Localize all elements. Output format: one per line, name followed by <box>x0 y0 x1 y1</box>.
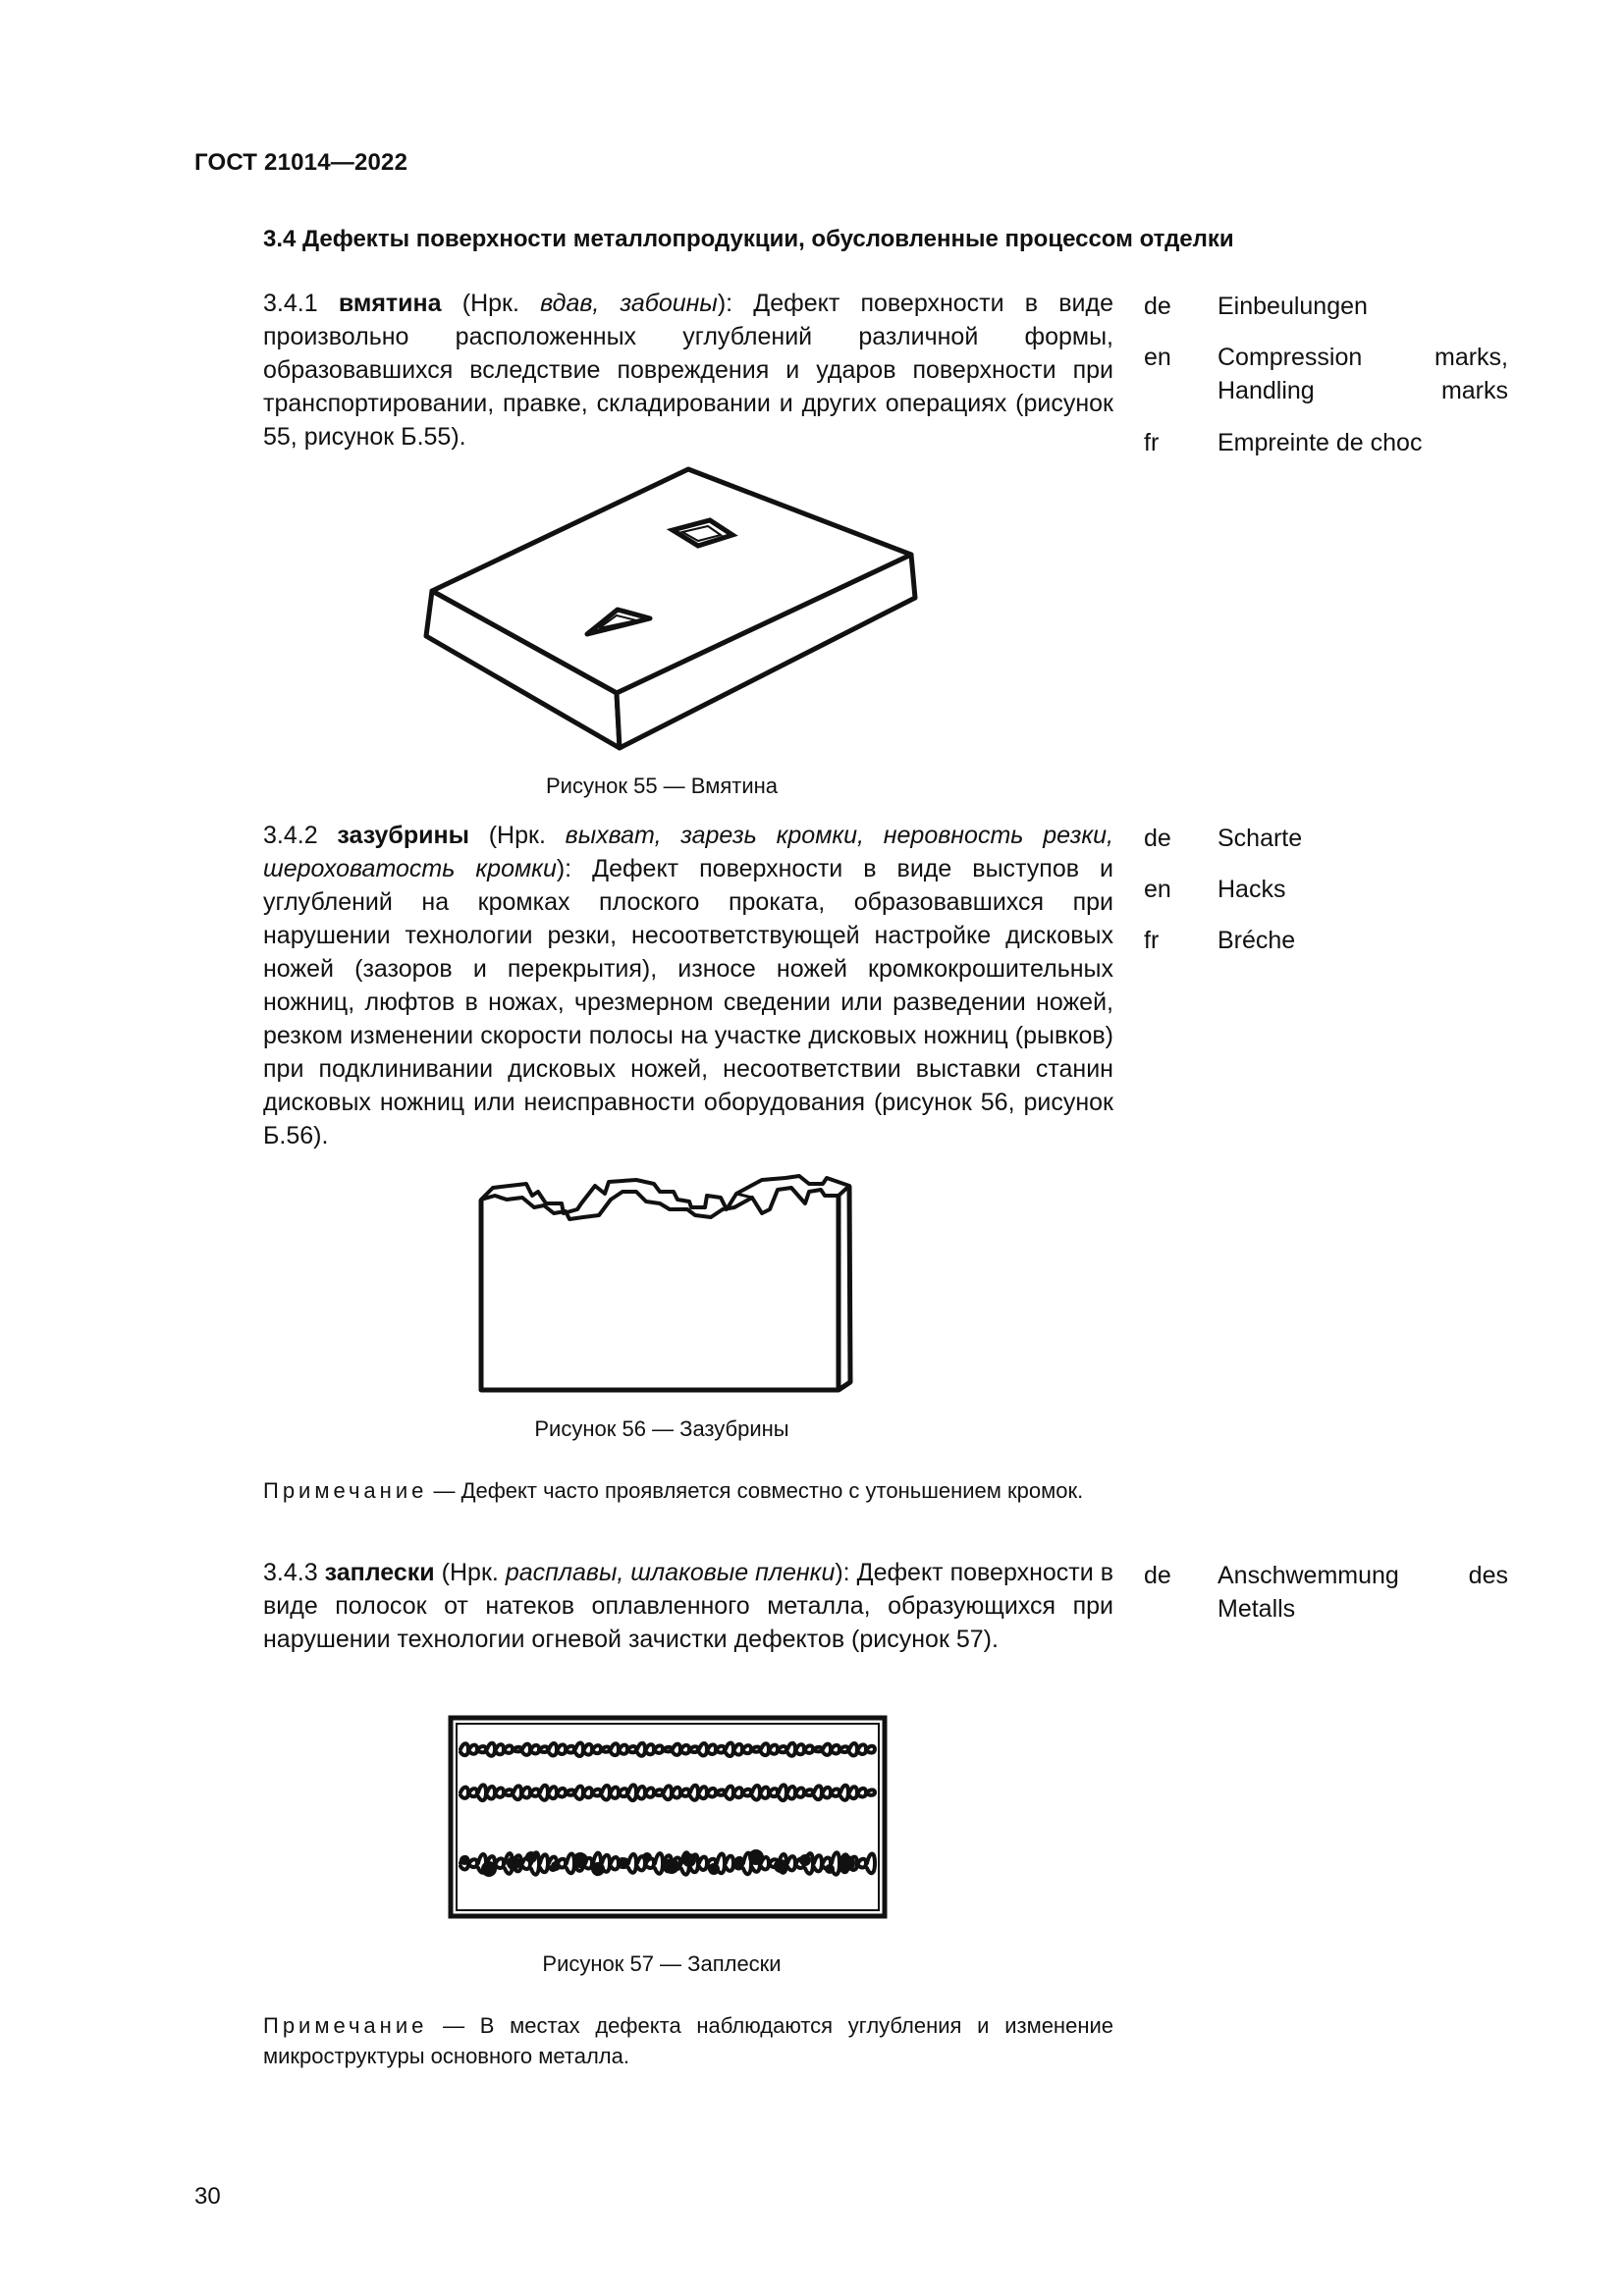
term-name: заплески <box>324 1559 435 1586</box>
splash-blob <box>644 1854 650 1860</box>
splash-blob <box>750 1851 762 1863</box>
page-number: 30 <box>194 2183 221 2210</box>
term-entry-3-4-1 <box>210 287 1113 454</box>
term-definition: ): Дефект поверхности в виде выступов и углублений на кромках плоского проката, образовавшихся при нарушении технологии резки, несоответствующей настройке дисковых ножей (зазоров и перекрытия), износе ножей кромкокрошительных ножниц, люфтов в ножах, чрезмерном сведении или разведении ножей, резком изменении скорости полосы на участке дисковых ножниц (рывков) при подклинивании дисковых ножей, несоответствии выставки станин дисковых ножниц или неисправности оборудования (рисунок 56, рисунок Б.56). <box>263 855 1114 1149</box>
term-entry-3-4-2 <box>210 819 1113 1152</box>
term-entry-3-4-3 <box>210 1556 1113 1656</box>
synonyms-prefix: (Нрк. <box>488 822 566 849</box>
splash-blob <box>593 1864 603 1874</box>
splash-blob <box>483 1863 495 1875</box>
term-name: зазубрины <box>337 822 469 849</box>
lang-code-en: en <box>1144 876 1171 903</box>
figure-57-caption-wrap <box>210 1951 1113 1977</box>
term-definition: ): Дефект поверхности в виде произвольно расположенных углублений различной формы, образовавшихся вследствие повреждения и ударов поверхности при транспортировании, правке, складировании и других операциях (рисунок 55, рисунок Б.55). <box>263 290 1113 451</box>
lang-code-fr: fr <box>1144 927 1160 954</box>
translation-en: Hacks <box>1218 876 1286 903</box>
lang-code-de: de <box>1144 825 1171 852</box>
figure-55-plate-illustration <box>412 461 923 756</box>
note-3-4-3 <box>210 2010 1113 2071</box>
figure-56-caption-wrap <box>210 1416 1113 1442</box>
term-synonyms: выхват, зарезь кромки, неровность резки, шероховатость кромки <box>263 822 1113 882</box>
splash-blob <box>801 1856 809 1864</box>
splash-blob <box>509 1858 518 1868</box>
synonyms-prefix: (Нрк. <box>461 290 541 317</box>
figure-55-caption: Рисунок 55 — Вмятина <box>546 774 778 798</box>
term-definition: ): Дефект поверхности в виде полосок от натеков оплавленного металла, образующихся при нарушении технологии огневой зачистки дефектов (рисунок 57). <box>263 1559 1114 1653</box>
translation-de: Einbeulungen <box>1218 293 1368 320</box>
figure-55-caption-wrap <box>210 774 1113 799</box>
splash-blob <box>553 1863 559 1869</box>
splash-blob <box>827 1866 833 1872</box>
figure-57-caption: Рисунок 57 — Заплески <box>542 1951 782 1976</box>
figure-56-hacks-illustration <box>471 1174 864 1400</box>
term-synonyms: расплавы, шлаковые пленки <box>505 1559 836 1586</box>
splash-blob <box>527 1853 535 1861</box>
note-3-4-2 <box>210 1475 1113 1506</box>
lang-code-en: en <box>1144 344 1171 371</box>
translation-de: Anschwemmung des Metalls <box>1218 1562 1508 1623</box>
splash-blob <box>776 1861 785 1871</box>
document-header: ГОСТ 21014—2022 <box>194 149 408 176</box>
splash-blob <box>684 1855 694 1865</box>
note-text: — В местах дефекта наблюдаются углубления и изменение микроструктуры основного металла. <box>263 2013 1113 2068</box>
figure-56-caption: Рисунок 56 — Зазубрины <box>534 1416 789 1441</box>
term-number: 3.4.1 <box>263 290 318 317</box>
splash-blob <box>735 1860 741 1866</box>
splash-blob <box>710 1865 718 1873</box>
note-text: — Дефект часто проявляется совместно с утоньшением кромок. <box>427 1478 1084 1503</box>
splash-blob <box>574 1854 586 1866</box>
splash-blob <box>841 1857 853 1869</box>
figure-57-splashes-illustration <box>447 1714 889 1920</box>
splash-blob <box>619 1859 626 1867</box>
synonyms-prefix: (Нрк. <box>441 1559 506 1586</box>
splash-blob <box>666 1860 677 1872</box>
translation-de: Scharte <box>1218 825 1303 852</box>
splash-blob <box>461 1857 467 1863</box>
translation-fr: Empreinte de choc <box>1218 429 1423 456</box>
lang-code-fr: fr <box>1144 429 1160 456</box>
translation-en: Compression marks, Handling marks <box>1218 344 1508 404</box>
lang-code-de: de <box>1144 1562 1171 1589</box>
section-title: 3.4 Дефекты поверхности металлопродукции, обусловленные процессом отделки <box>263 226 1234 252</box>
term-name: вмятина <box>338 290 442 317</box>
sheet-front <box>481 1196 839 1390</box>
term-number: 3.4.3 <box>263 1559 318 1586</box>
note-label: Примечание <box>263 2013 428 2038</box>
term-number: 3.4.2 <box>263 822 318 849</box>
lang-code-de: de <box>1144 293 1171 320</box>
term-synonyms: вдав, забоины <box>540 290 718 317</box>
note-label: Примечание <box>263 1478 428 1503</box>
translation-fr: Bréche <box>1218 927 1296 954</box>
